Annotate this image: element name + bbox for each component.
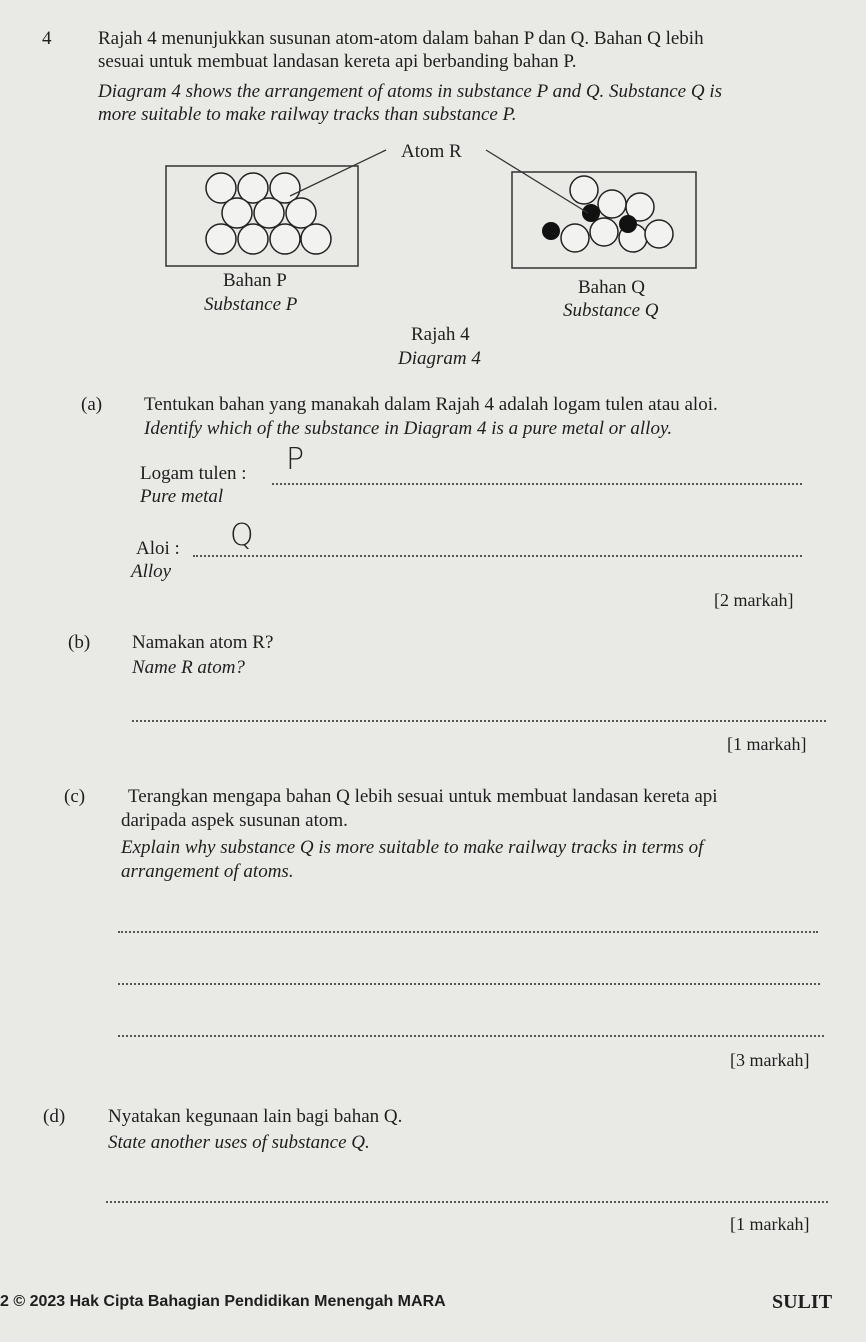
part-c-marks: [3 markah] — [730, 1050, 810, 1070]
part-c-text-en-line2: arrangement of atoms. — [121, 861, 294, 882]
intro-en-line1: Diagram 4 shows the arrangement of atoms in substance P and Q. Substance Q is — [98, 81, 722, 102]
part-a-text-en: Identify which of the substance in Diagram 4 is a pure metal or alloy. — [144, 418, 673, 439]
part-c-text-en-line1: Explain why substance Q is more suitable to make railway tracks in terms of — [121, 837, 704, 858]
diagram-caption-en: Diagram 4 — [398, 348, 481, 369]
substance-q-atoms — [561, 176, 673, 252]
part-d-marks: [1 markah] — [730, 1214, 810, 1234]
pure-metal-answer: P — [286, 442, 305, 477]
substance-p-label-en: Substance P — [204, 294, 298, 315]
substance-q-label-en: Substance Q — [563, 300, 659, 321]
part-b-marks: [1 markah] — [727, 734, 807, 754]
part-b-letter: (b) — [68, 632, 91, 653]
part-d-letter: (d) — [43, 1106, 66, 1127]
part-b-text-en: Name R atom? — [132, 657, 245, 678]
part-c-text-ms-line2: daripada aspek susunan atom. — [121, 810, 348, 831]
alloy-label-en: Alloy — [131, 561, 172, 582]
question-number: 4 — [42, 28, 52, 49]
intro-en-line2: more suitable to make railway tracks than substance P. — [98, 104, 517, 125]
part-c-letter: (c) — [64, 786, 86, 807]
alloy-answer: Q — [230, 518, 254, 553]
alloy-answer-line — [193, 555, 802, 557]
part-c-text-ms-line1: Terangkan mengapa bahan Q lebih sesuai untuk membuat landasan kereta api — [128, 786, 718, 807]
diagram-caption-ms: Rajah 4 — [411, 324, 470, 345]
part-d-answer-line[interactable] — [106, 1201, 828, 1203]
footer-sulit: SULIT — [772, 1291, 833, 1313]
part-c-answer-line-2[interactable] — [118, 983, 820, 985]
intro-ms-line2: sesuai untuk membuat landasan kereta api berbanding bahan P. — [98, 51, 577, 72]
part-c-answer-line-1[interactable] — [118, 931, 818, 933]
part-a-text-ms: Tentukan bahan yang manakah dalam Rajah 4 adalah logam tulen atau aloi. — [144, 394, 718, 415]
pure-metal-label-ms: Logam tulen : — [140, 463, 247, 484]
atom-r-pointer-line-p — [290, 150, 386, 196]
pure-metal-answer-line — [272, 483, 802, 485]
part-c-answer-line-3[interactable] — [118, 1035, 824, 1037]
substance-q-label-ms: Bahan Q — [578, 277, 646, 298]
substance-p-label-ms: Bahan P — [223, 270, 287, 291]
part-a-letter: (a) — [81, 394, 103, 415]
part-b-answer-line[interactable] — [132, 720, 826, 722]
footer-copyright: 2 © 2023 Hak Cipta Bahagian Pendidikan Menengah MARA — [0, 1293, 446, 1310]
part-d-text-en: State another uses of substance Q. — [108, 1132, 370, 1153]
atom-r-label: Atom R — [401, 141, 462, 162]
part-b-text-ms: Namakan atom R? — [132, 632, 274, 653]
part-d-text-ms: Nyatakan kegunaan lain bagi bahan Q. — [108, 1106, 403, 1127]
alloy-label-ms: Aloi : — [136, 538, 180, 559]
part-a-marks: [2 markah] — [714, 590, 794, 610]
pure-metal-label-en: Pure metal — [140, 486, 224, 507]
intro-ms-line1: Rajah 4 menunjukkan susunan atom-atom dalam bahan P dan Q. Bahan Q lebih — [98, 28, 704, 49]
